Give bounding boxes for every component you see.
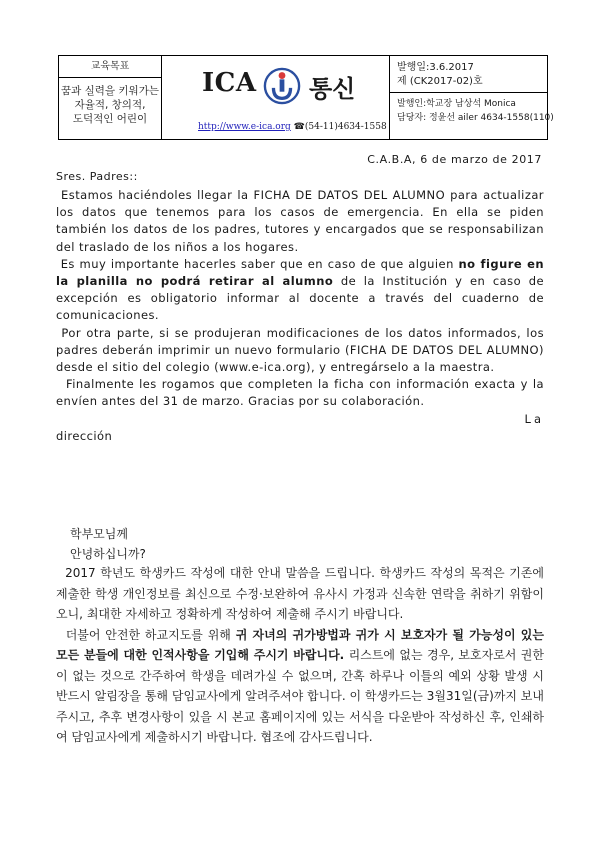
emphasis: 귀 자녀의 귀가방법과 귀가 시 보호자가 될 가능성이 있는 모든 분들에 대한 인적사항을 기입해 주시기 바랍니다. [56, 627, 544, 662]
issue-date: 발행일:3.6.2017 [397, 62, 474, 73]
motto-line: 꿈과 실력을 키워가는 [61, 85, 159, 97]
brand-name: ICA [202, 68, 257, 98]
letter-date: C.A.B.A, 6 de marzo de 2017 [367, 153, 542, 166]
paragraph: 2017 학년도 학생카드 작성에 대한 안내 말씀을 드립니다. 학생카드 작성의 목적은 기존에 제출한 학생 개인정보를 최신으로 수정·보완하여 유사시 가정과 신속한 연락을 취하기 위함이오니, 최대한 자세하고 정확하게 작성하여 제출해 주시기 바랍니다. [56, 566, 544, 621]
header-brand-box [160, 55, 390, 140]
contact-person: 담당자: 정윤선 ailer 4634-1558(110) [397, 113, 554, 123]
phone-number: ☎(54-11)4634-1558 [293, 122, 387, 132]
school-motto [59, 78, 161, 126]
school-logo-icon [263, 67, 301, 105]
motto-line: 도덕적인 어린이 [72, 113, 148, 125]
publisher: 발행인:학교장 남상석 Monica [397, 99, 516, 109]
header-issue-box [389, 55, 554, 140]
salutation: 학부모님께 [70, 527, 128, 541]
header-goal-box [58, 55, 162, 140]
contact-line [198, 122, 387, 132]
korean-letter-body [56, 563, 544, 748]
publisher-info [389, 93, 554, 125]
letter-greeting: Sres. Padres:: [56, 170, 138, 183]
signature-line: La [524, 411, 544, 426]
paragraph: Por otra parte, si se produjeran modificaciones de los datos informados, los padres deberán imprimir un nuevo formulario (FICHA DE DATOS DEL ALUMNO) desde el sitio del colegio (www.e-ica.org), y entregárselo a la maestra. [56, 325, 545, 375]
signature-line: dirección [56, 428, 113, 443]
website-link[interactable]: http://www.e-ica.org [198, 122, 291, 132]
motto-line: 자율적, 창의적, [74, 99, 146, 111]
spanish-letter-body [56, 187, 544, 445]
korean-letter-opening [70, 524, 146, 564]
paragraph: 더불어 안전한 하교지도를 위해 귀 자녀의 귀가방법과 귀가 시 보호자가 될 가능성이 있는 모든 분들에 대한 인적사항을 기입해 주시기 바랍니다. 리스트에 없는 경우, 보호자로서 권한이 없는 것으로 간주하여 학생을 데려가실 수 없으며, 간혹 하루나 이틀의 예외 상황 발생 시 반드시 알림장을 통해 담임교사에게 알려주셔야 합니다. 이 학생카드는 3월31일(금)까지 보내주시고, 추후 변경사항이 있을 시 본교 홈페이지에 있는 서식을 다운받아 작성하신 후, 인쇄하여 담임교사에게 제출하시기 바랍니다. 협조에 감사드립니다. [56, 627, 544, 744]
issue-number: 제 (CK2017-02)호 [397, 76, 483, 87]
brand-name-korean: 통신 [309, 75, 356, 103]
paragraph: Estamos haciéndoles llegar la FICHA DE DATOS DEL ALUMNO para actualizar los datos que tenemos para los casos de emergencia. En ella se piden también los datos de los padres, tutores y encargados que se responsabilizan del traslado de los niños a los hogares. [56, 188, 544, 254]
paragraph: Finalmente les rogamos que completen la ficha con información exacta y la envíen antes del 31 de marzo. Gracias por su colaboración. [56, 377, 544, 409]
emphasis: no figure en la planilla no podrá retirar al alumno [56, 256, 545, 289]
greeting: 안녕하십니까? [70, 547, 146, 561]
goal-label: 교육목표 [59, 56, 161, 78]
issue-info [389, 56, 547, 93]
paragraph: Es muy importante hacerles saber que en caso de que alguien no figure en la planilla no podrá retirar al alumno de la Institución y en caso de excepción es obligatorio informar al docente a través del cuaderno de comunicaciones. [56, 256, 545, 323]
